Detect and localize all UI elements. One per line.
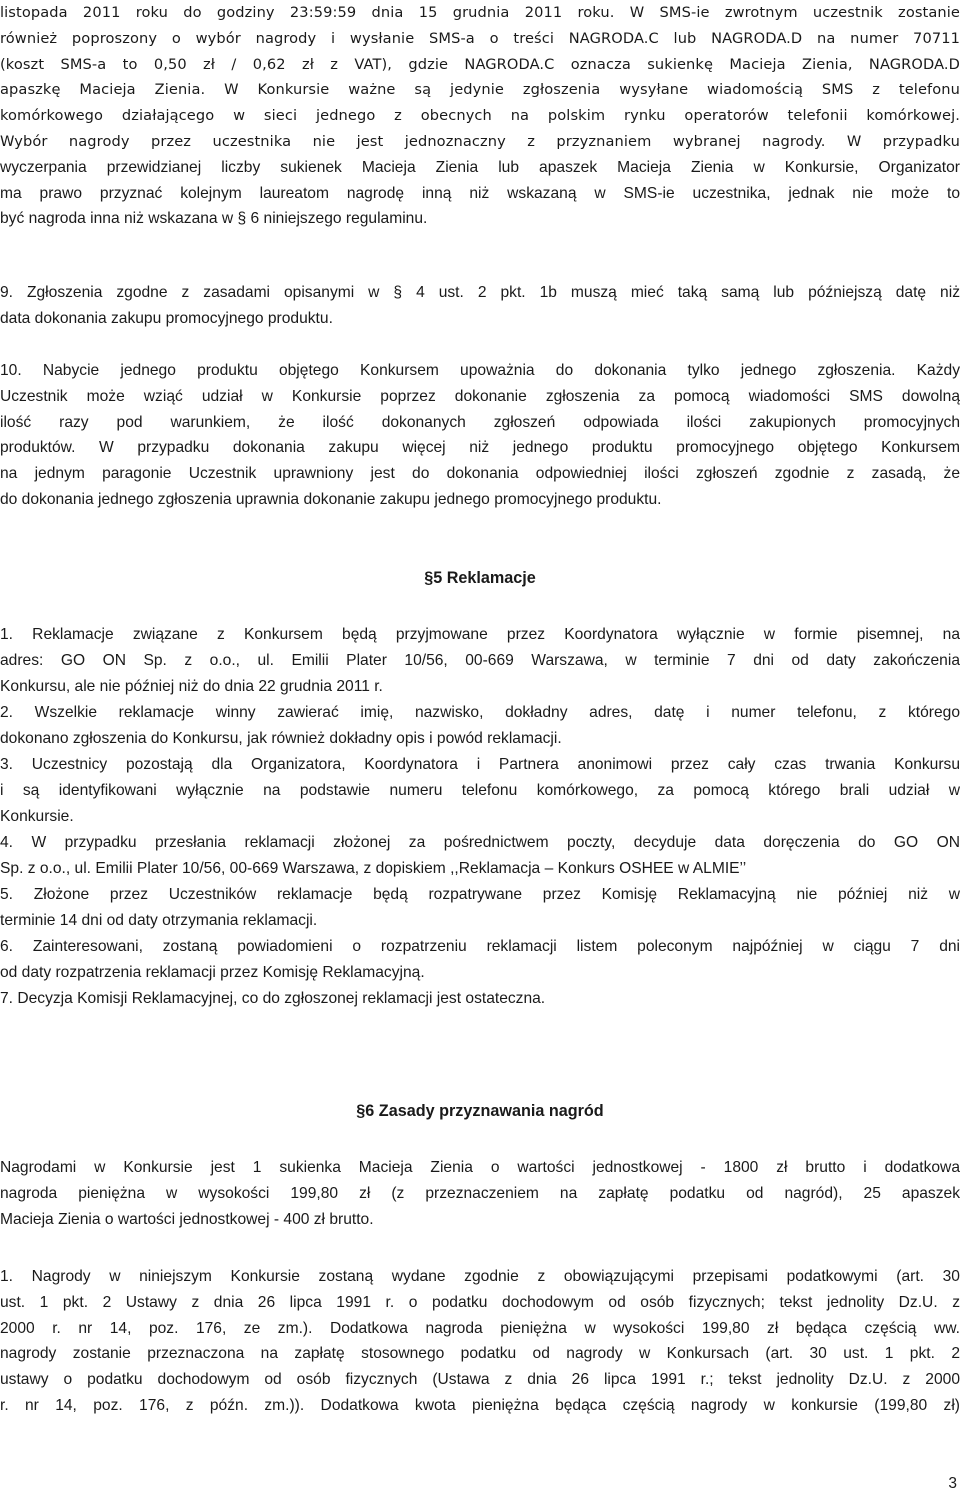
complaint-point-1 xyxy=(0,622,960,699)
complaint-point-4 xyxy=(0,830,960,882)
text-line: Macieja Zienia o wartości jednostkowej - 400 zł brutto. xyxy=(0,1210,374,1228)
text-line: i są identyfikowani wyłącznie na podstawie numeru telefonu komórkowego, za pomocą którego brali udział w xyxy=(0,781,960,799)
text-line: ma prawo przyznać kolejnym laureatom nagrodę inną niż wskazaną w SMS-ie uczestnika, jednak nie może to xyxy=(0,184,960,202)
text-line: być nagroda inna niż wskazana w § 6 niniejszego regulaminu. xyxy=(0,210,428,228)
text-line: 1. Reklamacje związane z Konkursem będą przyjmowane przez Koordynatora wyłącznie w formie pisemnej, na xyxy=(0,626,960,643)
section-heading-prizes: §6 Zasady przyznawania nagród xyxy=(356,1102,604,1120)
paragraph-point-10 xyxy=(0,358,960,513)
text-line: na jednym paragonie Uczestnik uprawniony jest do dokonania odpowiedniej ilości zgłoszeń zgodnie z zasadą, że xyxy=(0,465,960,483)
text-line: 5. Złożone przez Uczestników reklamacje będą rozpatrywane przez Komisję Reklamacyjną nie później niż w xyxy=(0,886,960,903)
text-line: dokonano zgłoszenia do Konkursu, jak również dokładny opis i powód reklamacji. xyxy=(0,729,562,747)
text-line: ustawy o podatku dochodowym od osób fizycznych (Ustawa z dnia 26 lipca 1991 r.; tekst jednolity Dz.U. z 2000 xyxy=(0,1371,960,1389)
text-line: 1. Nagrody w niniejszym Konkursie zostaną wydane zgodnie z obowiązującymi przepisami podatkowymi (art. 30 xyxy=(0,1268,960,1285)
text-line: 6. Zainteresowani, zostaną powiadomieni o rozpatrzeniu reklamacji listem poleconym najpóźniej w ciągu 7 dni xyxy=(0,938,960,955)
text-line: 3. Uczestnicy pozostają dla Organizatora, Koordynatora i Partnera anonimowi przez cały czas trwania Konkursu xyxy=(0,756,960,773)
text-line: Wybór nagrody przez uczestnika nie jest jednoznaczny z przyznaniem wybranej nagrody. W przypadku xyxy=(0,132,960,150)
text-line: Uczestnik może wziąć udział w Konkursie poprzez dokonanie zgłoszenia za pomocą wiadomości SMS dowolną xyxy=(0,387,960,405)
text-line: (koszt SMS-a to 0,50 zł / 0,62 zł z VAT), gdzie NAGRODA.C oznacza sukienkę Macieja Zienia, NAGRODA.D xyxy=(0,55,960,73)
paragraph-sms-prize-choice xyxy=(0,0,960,232)
text-line: Sp. z o.o., ul. Emilii Plater 10/56, 00-669 Warszawa, z dopiskiem ,,Reklamacja – Konkurs OSHEE w ALMIE’’ xyxy=(0,859,747,877)
text-line: r. nr 14, poz. 176, z późn. zm.)). Dodatkowa kwota pieniężna będąca częścią nagrody w konkursie (199,80 zł) xyxy=(0,1396,960,1414)
complaint-point-7 xyxy=(0,986,960,1012)
complaint-point-5 xyxy=(0,882,960,934)
text-line: data dokonania zakupu promocyjnego produktu. xyxy=(0,309,333,327)
text-line: apaszkę Macieja Zienia. W Konkursie ważne są jedynie zgłoszenia wysyłane wiadomością SMS z telefonu xyxy=(0,81,960,99)
text-line: 7. Decyzja Komisji Reklamacyjnej, co do zgłoszonej reklamacji jest ostateczna. xyxy=(0,990,546,1007)
text-line: 4. W przypadku przesłania reklamacji złożonej za pośrednictwem poczty, decyduje data doręczenia do GO ON xyxy=(0,834,960,851)
text-line: terminie 14 dni od daty otrzymania reklamacji. xyxy=(0,911,318,929)
text-line: ilość razy pod warunkiem, że ilość dokonanych zgłoszeń odpowiada ilości zakupionych promocyjnych xyxy=(0,413,960,431)
prizes-intro-paragraph xyxy=(0,1155,960,1232)
text-line: wyczerpania przewidzianej liczby sukienek Macieja Zienia lub apaszek Macieja Zienia w Konkursie, Organizator xyxy=(0,158,960,176)
complaint-point-6 xyxy=(0,934,960,986)
text-line: do dokonania jednego zgłoszenia uprawnia dokonanie zakupu jednego promocyjnego produktu. xyxy=(0,490,662,508)
page-number: 3 xyxy=(948,1475,957,1492)
text-line: również poproszony o wybór nagrody i wysłanie SMS-a o treści NAGRODA.C lub NAGRODA.D na numer 70711 xyxy=(0,29,960,47)
section-heading-complaints: §5 Reklamacje xyxy=(424,569,536,587)
text-line: 10. Nabycie jednego produktu objętego Konkursem upoważnia do dokonania tylko jednego zgłoszenia. Każdy xyxy=(0,362,960,379)
text-line: adres: GO ON Sp. z o.o., ul. Emilii Plater 10/56, 00-669 Warszawa, w terminie 7 dni od daty zakończenia xyxy=(0,651,960,669)
paragraph-point-9 xyxy=(0,280,960,332)
prizes-point-1 xyxy=(0,1264,960,1419)
text-line: Nagrodami w Konkursie jest 1 sukienka Macieja Zienia o wartości jednostkowej - 1800 zł brutto i dodatkowa xyxy=(0,1159,960,1176)
text-line: listopada 2011 roku do godziny 23:59:59 dnia 15 grudnia 2011 roku. W SMS-ie zwrotnym uczestnik zostanie xyxy=(0,4,960,21)
text-line: Konkursu, ale nie później niż do dnia 22 grudnia 2011 r. xyxy=(0,677,383,695)
complaint-point-2 xyxy=(0,700,960,752)
text-line: nagroda pieniężna w wysokości 199,80 zł (z przeznaczeniem na zapłatę podatku od nagród), 25 apaszek xyxy=(0,1184,960,1202)
text-line: produktów. W przypadku dokonania zakupu więcej niż jednego produktu promocyjnego objętego Konkursem xyxy=(0,439,960,457)
text-line: 2. Wszelkie reklamacje winny zawierać imię, nazwisko, dokładny adres, datę i numer telefonu, z którego xyxy=(0,704,960,721)
text-line: ust. 1 pkt. 2 Ustawy z dnia 26 lipca 1991 r. o podatku dochodowym od osób fizycznych; tekst jednolity Dz.U. z xyxy=(0,1293,960,1311)
text-line: nagrody zostanie przeznaczona na zapłatę stosownego podatku od nagrody w Konkursach (art. 30 ust. 1 pkt. 2 xyxy=(0,1345,960,1363)
text-line: Konkursie. xyxy=(0,807,74,825)
text-line: 2000 r. nr 14, poz. 176, ze zm.). Dodatkowa nagroda pieniężna w wysokości 199,80 zł będąca częścią ww. xyxy=(0,1319,960,1337)
text-line: komórkowego działającego w sieci jednego z obecnych na polskim rynku operatorów telefonii komórkowej. xyxy=(0,107,960,125)
complaint-point-3 xyxy=(0,752,960,829)
text-line: od daty rozpatrzenia reklamacji przez Komisję Reklamacyjną. xyxy=(0,963,425,981)
text-line: 9. Zgłoszenia zgodne z zasadami opisanymi w § 4 ust. 2 pkt. 1b muszą mieć taką samą lub późniejszą datę niż xyxy=(0,284,960,301)
